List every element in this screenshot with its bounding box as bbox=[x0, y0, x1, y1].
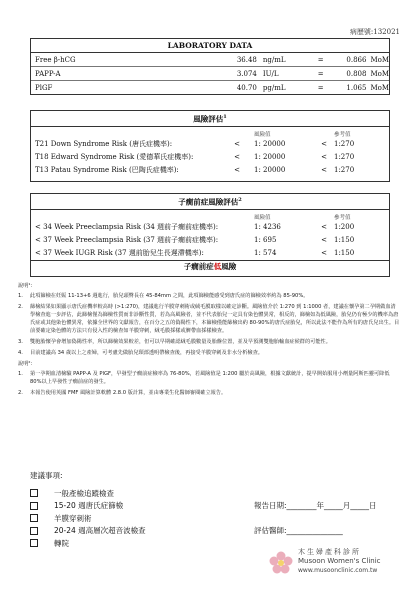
note-number: 2. bbox=[18, 304, 23, 310]
pe-row bbox=[31, 221, 389, 234]
pe-col-ref: 參考值 bbox=[334, 214, 351, 221]
note-item bbox=[18, 338, 400, 346]
note-text: 第一孕期血清檢驗 PAPP-A 及 PlGF，早發型子癇前症檢率為 76-80%，若風險值是 1:200 屬於高風險，根據文獻統計，提早開始服用小劑量阿斯匹靈可降低 80%以上早發性子癇前症的發生。 bbox=[30, 371, 390, 385]
risk-lt: < bbox=[234, 140, 240, 148]
lab-mom_unit: MoM bbox=[370, 83, 389, 92]
note-item bbox=[18, 303, 400, 335]
preeclampsia-table bbox=[30, 193, 390, 277]
clinic-logo bbox=[268, 548, 408, 584]
risk-name: T18 Edward Syndrome Risk (愛德華氏症機率): bbox=[35, 153, 194, 161]
risk-lt: < bbox=[234, 153, 240, 161]
lab-data-table bbox=[30, 38, 390, 95]
lab-mom: 0.866 bbox=[346, 55, 367, 64]
clinic-name-en: Musoon Women's Clinic bbox=[298, 557, 381, 565]
note-text: 篩檢結果如果顯示唐氏症機率較高時 (>1:270)，建議進行羊膜穿刺術或絨毛膜取樣以確定診斷。風險值介於 1:270 到 1:1000 者，建議在懷孕第二孕期做血清學檢查進一步評估，此篩檢僅為篩檢性質而非診斷性質，若為高風險者，並不代表胎兒一定具有染色體異常，相反的，篩檢如為低風險，胎兒仍有極少的機率為唐氏症或其他染色體異常，依據全世界的文獻報告，在百分之五的偽陽性下，本篩檢僅能篩檢出約 80-90%的唐氏症胎兒，所以此法不能作為所有的唐氏兒出生。目前要確定染色體的方法只有侵入性的檢查如羊膜穿刺，絨毛膜採樣或臍帶血採樣檢查。 bbox=[30, 304, 400, 334]
pe-name: < 37 Week IUGR Risk (37 週前胎兒生長遲滯機率): bbox=[35, 249, 204, 257]
case-number: 病歷號:132021 bbox=[349, 28, 400, 36]
risk-col-ref: 參考值 bbox=[334, 131, 351, 138]
notes bbox=[18, 282, 400, 400]
pe-value: 1: 4236 bbox=[254, 223, 281, 231]
note-number: 3. bbox=[18, 339, 23, 345]
risk-lt2: < bbox=[321, 166, 327, 174]
lab-mom: 0.808 bbox=[346, 69, 367, 78]
note-item bbox=[18, 370, 400, 386]
lab-row bbox=[31, 81, 389, 94]
suggestion-item[interactable]: 一般產檢追蹤檢查 bbox=[30, 487, 400, 500]
lab-mom_unit: MoM bbox=[370, 69, 389, 78]
risk-value: 1: 20000 bbox=[254, 153, 286, 161]
risk-name: T13 Patau Syndrome Risk (巴陶氏症機率): bbox=[35, 166, 179, 174]
note-text: 本報告使用英國 FMF 風險計算軟體 2.8.0 版計算，並由專業生化醫師審閱確立報告。 bbox=[30, 390, 227, 396]
checkbox[interactable] bbox=[30, 489, 38, 497]
lab-eq: = bbox=[317, 69, 324, 78]
pe-row bbox=[31, 234, 389, 247]
pe-cut: 1:150 bbox=[334, 236, 355, 244]
suggestion-item[interactable]: 20-24 週高層次超音波檢查 評估醫師:_______________ bbox=[30, 525, 400, 538]
lab-eq: = bbox=[317, 55, 324, 64]
pe-lt2: < bbox=[321, 223, 327, 231]
note-number: 1. bbox=[18, 371, 23, 377]
risk-value: 1: 20000 bbox=[254, 166, 286, 174]
note-item bbox=[18, 389, 400, 397]
suggestion-item[interactable]: 轉院 bbox=[30, 537, 400, 550]
pe-lt2: < bbox=[321, 236, 327, 244]
lab-unit: pg/mL bbox=[262, 83, 286, 92]
note-item bbox=[18, 349, 400, 357]
lab-row bbox=[31, 67, 389, 81]
note-text: 雙胞胎懷孕會增加偽陽性率，所以篩檢效果較差，但可以早期確認絨毛膜數量及胎盤位置，並及早預測雙胞胎輸血症候群的可能性。 bbox=[30, 339, 331, 345]
pe-col-risk: 風險值 bbox=[254, 214, 271, 221]
risk-table bbox=[30, 110, 390, 182]
checkbox[interactable] bbox=[30, 514, 38, 522]
risk-title: 風險評估$^1$ bbox=[31, 111, 389, 127]
lab-value: 40.70 bbox=[236, 83, 257, 92]
pe-value: 1: 695 bbox=[254, 236, 277, 244]
lab-mom: 1.065 bbox=[346, 83, 367, 92]
lab-name: Free β-hCG bbox=[35, 55, 76, 64]
notes-head-1: 說明¹： bbox=[18, 283, 36, 289]
note-item bbox=[18, 292, 400, 300]
checkbox[interactable] bbox=[30, 539, 38, 547]
risk-lt2: < bbox=[321, 140, 327, 148]
pe-result: 子癇前症低風險 bbox=[31, 260, 389, 272]
risk-header bbox=[31, 127, 389, 138]
lab-data-title: LABORATORY DATA bbox=[31, 39, 389, 53]
notes-head-2: 說明²： bbox=[18, 361, 36, 367]
lab-mom_unit: MoM bbox=[370, 55, 389, 64]
pe-cut: 1:200 bbox=[334, 223, 355, 231]
pe-title: 子癇前症風險評估$^2$ bbox=[31, 194, 389, 210]
risk-lt2: < bbox=[321, 153, 327, 161]
flower-icon bbox=[268, 550, 294, 576]
pe-cut: 1:150 bbox=[334, 249, 355, 257]
lab-value: 3.074 bbox=[236, 69, 257, 78]
risk-value: 1: 20000 bbox=[254, 140, 286, 148]
risk-row bbox=[31, 164, 389, 177]
note-number: 1. bbox=[18, 293, 23, 299]
pe-row bbox=[31, 247, 389, 260]
lab-row bbox=[31, 53, 389, 67]
risk-row bbox=[31, 151, 389, 164]
risk-col-risk: 風險值 bbox=[254, 131, 271, 138]
lab-value: 36.48 bbox=[236, 55, 257, 64]
risk-cut: 1:270 bbox=[334, 153, 355, 161]
pe-lt2: < bbox=[321, 249, 327, 257]
pe-header bbox=[31, 210, 389, 221]
lab-unit: ng/mL bbox=[262, 55, 286, 64]
pe-name: < 34 Week Preeclampsia Risk (34 週前子癇前症機率): bbox=[35, 223, 219, 231]
lab-unit: IU/L bbox=[262, 69, 279, 78]
note-text: 此項篩檢在妊娠 11-13+6 週進行，胎兒頭臀長在 45-84mm 之間，此項篩檢能感受到唐氏症的篩檢效率約為 85-90%。 bbox=[30, 293, 309, 299]
lab-name: PAPP-A bbox=[35, 69, 61, 78]
suggestion-item[interactable]: 羊膜穿刺術 bbox=[30, 512, 400, 525]
risk-lt: < bbox=[234, 166, 240, 174]
doctor-signature: 評估醫師:_______________ bbox=[254, 526, 343, 536]
checkbox[interactable] bbox=[30, 527, 38, 535]
suggestion-item[interactable]: 15-20 週唐氏症篩檢 報告日期:________年_____月_____日 bbox=[30, 500, 400, 513]
checkbox[interactable] bbox=[30, 502, 38, 510]
pe-name: < 37 Week Preeclampsia Risk (37 週前子癇前症機率): bbox=[35, 236, 219, 244]
report-date: 報告日期:________年_____月_____日 bbox=[254, 501, 377, 511]
note-number: 2. bbox=[18, 390, 23, 396]
suggestions-title: 建議事項: bbox=[30, 471, 63, 480]
risk-row bbox=[31, 138, 389, 151]
suggestions bbox=[30, 470, 400, 550]
risk-cut: 1:270 bbox=[334, 140, 355, 148]
risk-name: T21 Down Syndrome Risk (唐氏症機率): bbox=[35, 140, 173, 148]
lab-name: PlGF bbox=[35, 83, 53, 92]
clinic-url: www.musoonclinic.com.tw bbox=[298, 567, 378, 574]
clinic-name-zh: 木生婦產科診所 bbox=[298, 548, 361, 556]
lab-eq: = bbox=[317, 83, 324, 92]
note-text: 目前建議高 34 歲以上之產婦，可考慮先做胎兒頸部透明帶檢查後，再接受羊膜穿刺及非水分析檢查。 bbox=[30, 350, 263, 356]
risk-cut: 1:270 bbox=[334, 166, 355, 174]
pe-value: 1: 574 bbox=[254, 249, 277, 257]
note-number: 4. bbox=[18, 350, 23, 356]
